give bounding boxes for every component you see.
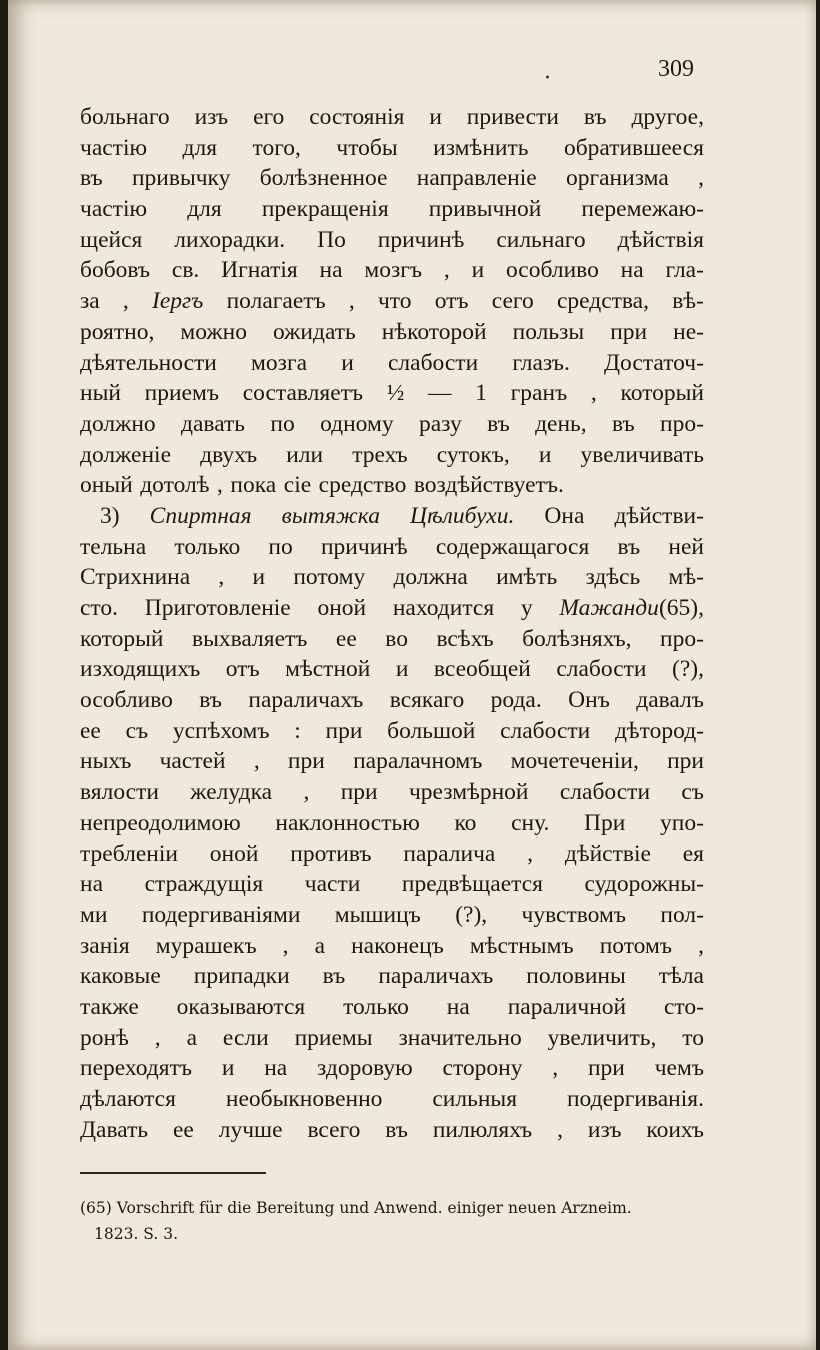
word: для (187, 196, 222, 223)
text-line (80, 900, 704, 931)
word: должна (393, 564, 468, 591)
word: дѣйстви- (614, 502, 704, 529)
book-page (8, 0, 816, 1350)
word: оный (80, 472, 133, 499)
word: , (557, 1116, 563, 1143)
word: привычку (131, 165, 231, 192)
word: разу (418, 410, 462, 437)
text-line (80, 348, 704, 379)
word: занія (80, 932, 130, 959)
word: ея (682, 840, 704, 867)
word: всякаго (389, 687, 465, 714)
word: Спиртная (149, 502, 252, 529)
word: необыкновенно (225, 1086, 383, 1112)
word: роятно, (80, 318, 155, 345)
word: всего (307, 1116, 361, 1143)
word: того, (252, 134, 301, 161)
word: пока (230, 472, 277, 499)
text-line (80, 1023, 704, 1054)
word: измѣнить (433, 134, 529, 161)
word: чувствомъ (521, 901, 627, 928)
word: что (377, 288, 412, 315)
word: особливо (80, 687, 173, 714)
word: и (341, 349, 354, 376)
text-line (80, 961, 704, 992)
word: частей (159, 748, 226, 775)
word: оной (209, 840, 259, 867)
word: только (174, 533, 241, 560)
word: приемъ (144, 380, 219, 407)
text-line (80, 470, 704, 501)
word: пилюляхъ (432, 1116, 533, 1143)
footnote-line-1: (65) Vorschrift für die Bereitung und Anwend. einiger neuen Arzneim. (80, 1199, 632, 1217)
word: привычной (428, 196, 542, 223)
word: ми (80, 901, 108, 928)
word: , (348, 288, 355, 315)
word: дѣятельности (80, 349, 217, 376)
word: на (80, 871, 104, 898)
word: 1 (475, 380, 487, 407)
word: судорожны- (584, 871, 704, 898)
word: , (218, 564, 225, 591)
word: изъ (194, 104, 229, 130)
word: Мажанди(65), (559, 595, 704, 621)
word: изъ (587, 1116, 622, 1143)
word: съ (125, 717, 149, 744)
word: находится (392, 595, 495, 621)
word: коихъ (646, 1116, 704, 1143)
word: мочетеченіи, (510, 748, 639, 775)
word: Онъ (568, 687, 610, 714)
word: сутокъ, (436, 441, 510, 468)
word: который (620, 380, 704, 407)
text-line (80, 654, 704, 685)
word: пользы (512, 318, 585, 345)
word: увеличивать (580, 441, 704, 468)
word: страждущія (144, 871, 264, 898)
word: содержащагося (435, 533, 590, 560)
word: сну. (511, 809, 550, 836)
word: слабости (500, 717, 591, 744)
word: щейся (80, 226, 143, 253)
word: параличной (507, 993, 627, 1020)
word: только (343, 993, 409, 1020)
text-line (80, 839, 704, 870)
word: въ (199, 687, 222, 714)
word: если (222, 1024, 269, 1051)
word: мозгъ (364, 257, 423, 284)
word: въ (583, 104, 607, 130)
word: въ (612, 410, 635, 437)
word: слабости (559, 779, 651, 806)
word: при (287, 748, 325, 775)
word: мѣ- (668, 564, 704, 591)
word: на (264, 1055, 288, 1082)
word: тѣла (658, 963, 704, 990)
word: : (294, 717, 301, 744)
word: вѣ- (672, 288, 704, 315)
word: при (667, 748, 704, 775)
word: вытяжка (281, 502, 380, 529)
word: гла- (665, 257, 704, 284)
word: давать (181, 410, 246, 437)
word: при (325, 717, 363, 744)
word: мѣстной (285, 656, 371, 683)
word: параличахъ (248, 687, 364, 714)
text-line (80, 746, 704, 777)
word: увеличить, (547, 1024, 657, 1051)
word: то (682, 1024, 704, 1051)
word: , (122, 288, 129, 315)
word: одному (320, 410, 394, 437)
text-line (80, 1115, 704, 1146)
word: мышицъ (334, 901, 421, 928)
word: оной (317, 595, 367, 621)
word: всеобщей (433, 656, 531, 683)
word: тельна (80, 533, 147, 560)
word: дѣйствія (617, 226, 704, 253)
word: ный (80, 380, 121, 407)
word: другое, (631, 104, 704, 130)
word: привести (466, 104, 559, 130)
word: 3) (100, 502, 120, 529)
word: по (270, 410, 295, 437)
word: , (217, 472, 223, 499)
word: приемы (294, 1024, 373, 1051)
word: болѣзняхъ, (522, 625, 632, 652)
text-line (80, 1084, 704, 1115)
word: Достаточ- (604, 349, 704, 376)
word: наклонностью (275, 809, 420, 836)
word: при (340, 779, 378, 806)
word: непреодолимою (80, 809, 241, 836)
word: Іергъ (152, 288, 204, 315)
word: можно (180, 318, 247, 345)
text-line (80, 102, 704, 133)
word: лихорадки. (174, 226, 286, 253)
paragraph-1 (80, 102, 704, 501)
text-line (80, 593, 704, 624)
word: паралачномъ (353, 748, 483, 775)
word: слабости (556, 656, 647, 683)
word: долженіе (80, 441, 172, 468)
word: значительно (398, 1024, 522, 1051)
word: сіе (283, 472, 312, 499)
body-text (80, 102, 704, 1145)
word: по (268, 533, 293, 560)
word: св. (171, 257, 200, 284)
word: гранъ (510, 380, 568, 407)
word: средства, (556, 288, 649, 315)
word: , (253, 748, 260, 775)
word: прекращенія (261, 196, 389, 223)
text-line (80, 255, 704, 286)
word: у (520, 595, 533, 621)
word: , (552, 1055, 559, 1082)
word: желудка (190, 779, 273, 806)
text-line (80, 716, 704, 747)
text-line (80, 378, 704, 409)
word: средство (318, 472, 407, 499)
footnote-rule (80, 1172, 266, 1174)
word: паралича (403, 840, 496, 867)
word: дотолѣ (140, 472, 210, 499)
word: , (698, 165, 704, 192)
word: вялости (80, 779, 159, 806)
word: состоянія (309, 104, 405, 130)
word: въ (617, 533, 641, 560)
word: , (698, 932, 704, 959)
word: въ (487, 410, 510, 437)
word: потому (293, 564, 366, 591)
word: особливо (505, 257, 599, 284)
word: а (186, 1024, 197, 1051)
word: предвѣщается (401, 871, 543, 898)
word: ½ (386, 380, 405, 407)
word: сильныя (432, 1086, 518, 1112)
text-line (80, 931, 704, 962)
word: сто- (663, 993, 704, 1020)
word: По (317, 226, 346, 253)
word: составляетъ (242, 380, 364, 407)
word: здѣсь (585, 564, 641, 591)
word: ко (454, 809, 477, 836)
word: про- (660, 625, 704, 652)
margin-dot: · (544, 66, 551, 91)
footnote (80, 1195, 704, 1247)
word: а (314, 932, 326, 959)
word: нѣкоторой (381, 318, 487, 345)
page-number: 309 (658, 56, 694, 82)
word: рода. (490, 687, 542, 714)
word: полагаетъ (226, 288, 326, 315)
word: пол- (660, 901, 704, 928)
word: каковые (80, 963, 161, 990)
word: организма (565, 165, 669, 192)
text-line (80, 1053, 704, 1084)
word: При (584, 809, 626, 836)
word: части (304, 871, 361, 898)
word: частію (80, 196, 148, 223)
word: трехъ (352, 441, 408, 468)
word: двухъ (200, 441, 258, 468)
word: параличахъ (378, 963, 494, 990)
word: глазъ. (512, 349, 570, 376)
word: бобовъ (80, 257, 151, 284)
text-line (80, 440, 704, 471)
word: съ (681, 779, 704, 806)
word: и (471, 257, 485, 284)
word: во (385, 625, 408, 652)
text-line (80, 532, 704, 563)
word: въ (80, 165, 103, 192)
word: ее (80, 717, 101, 744)
word: отъ (225, 656, 260, 683)
word: мурашекъ (155, 932, 257, 959)
word: давалъ (636, 687, 704, 714)
word: ее (335, 625, 357, 652)
word: здоровую (317, 1055, 413, 1082)
word: при (610, 318, 648, 345)
word: мѣстнымъ (469, 932, 574, 959)
word: сего (491, 288, 534, 315)
word: на (319, 257, 343, 284)
word: половины (526, 963, 626, 990)
text-line (80, 624, 704, 655)
word: про- (660, 410, 704, 437)
word: слабости (387, 349, 479, 376)
word: , (590, 380, 597, 407)
text-line (80, 225, 704, 256)
word: частію (80, 134, 148, 161)
word: Игнатія (221, 257, 298, 284)
word: для (182, 134, 218, 161)
word: воздѣйствуетъ. (413, 472, 564, 499)
word: перемежаю- (581, 196, 704, 223)
word: чтобы (336, 134, 398, 161)
word: ныхъ (80, 748, 132, 775)
word: Приготовленіе (144, 595, 291, 621)
word: переходятъ (80, 1055, 192, 1082)
word: Стрихнина (80, 564, 191, 591)
word: изходящихъ (80, 656, 201, 683)
text-line (80, 562, 704, 593)
word: мозга (251, 349, 308, 376)
word: ее (172, 1116, 194, 1143)
text-line (80, 409, 704, 440)
word: выхваляетъ (191, 625, 308, 652)
word: и (221, 1055, 235, 1082)
word: оказываются (176, 993, 306, 1020)
word: сторону (442, 1055, 523, 1082)
word: требленіи (80, 840, 178, 867)
word: , (154, 1024, 161, 1051)
word: не- (673, 318, 704, 345)
word: Цѣлибухи. (410, 502, 515, 529)
word: направленіе (416, 165, 537, 192)
word: , (527, 840, 534, 867)
word: должно (80, 410, 156, 437)
word: противъ (290, 840, 372, 867)
text-line (80, 317, 704, 348)
text-line (80, 777, 704, 808)
word: имѣть (496, 564, 558, 591)
word: успѣхомъ (172, 717, 270, 744)
text-line (80, 992, 704, 1023)
word: — (428, 380, 452, 407)
text-line (80, 869, 704, 900)
word: потомъ (599, 932, 672, 959)
word: въ (385, 1116, 408, 1143)
footnote-line-2: 1823. S. 3. (94, 1225, 179, 1243)
word: отъ (434, 288, 469, 315)
word: его (253, 104, 285, 130)
word: больнаго (80, 104, 170, 130)
text-line (80, 501, 704, 532)
word: и (252, 564, 266, 591)
word: и (429, 104, 442, 130)
word: чрезмѣрной (408, 779, 529, 806)
word: на (620, 257, 644, 284)
word: припадки (193, 963, 290, 990)
word: подергиванія. (566, 1086, 704, 1112)
word: болѣзненное (259, 165, 388, 192)
word: лучше (218, 1116, 283, 1143)
word: день, (535, 410, 587, 437)
text-line (80, 133, 704, 164)
word: въ (322, 963, 346, 990)
text-line (80, 685, 704, 716)
word: дѣлаются (80, 1086, 176, 1112)
text-line (80, 194, 704, 225)
word: ожидать (273, 318, 356, 345)
word: Давать (80, 1116, 149, 1143)
word: (?), (672, 656, 704, 683)
text-line (80, 808, 704, 839)
word: сто. (80, 595, 119, 621)
word: дѣйствіе (564, 840, 651, 867)
word: причинѣ (377, 226, 465, 253)
word: также (80, 993, 139, 1020)
word: , (282, 932, 289, 959)
word: или (286, 441, 324, 468)
word: подергиваніями (141, 901, 301, 928)
text-line (80, 163, 704, 194)
word: всѣхъ (436, 625, 494, 652)
word: , (303, 779, 310, 806)
word: на (446, 993, 470, 1020)
word: чемъ (654, 1055, 704, 1082)
word: ронѣ (80, 1024, 129, 1051)
word: и (538, 441, 552, 468)
word: за (80, 288, 100, 315)
paragraph-2 (80, 501, 704, 1145)
word: который (80, 625, 164, 652)
word: наконецъ (351, 932, 444, 959)
text-line (80, 286, 704, 317)
word: ней (668, 533, 704, 560)
word: упо- (660, 809, 704, 836)
word: дѣтород- (614, 717, 704, 744)
word: и (395, 656, 409, 683)
word: Она (544, 502, 585, 529)
word: причинѣ (320, 533, 408, 560)
word: большой (387, 717, 476, 744)
word: (?), (455, 901, 488, 928)
word: , (443, 257, 450, 284)
word: сильнаго (496, 226, 586, 253)
word: обратившееся (563, 134, 704, 161)
word: при (587, 1055, 625, 1082)
